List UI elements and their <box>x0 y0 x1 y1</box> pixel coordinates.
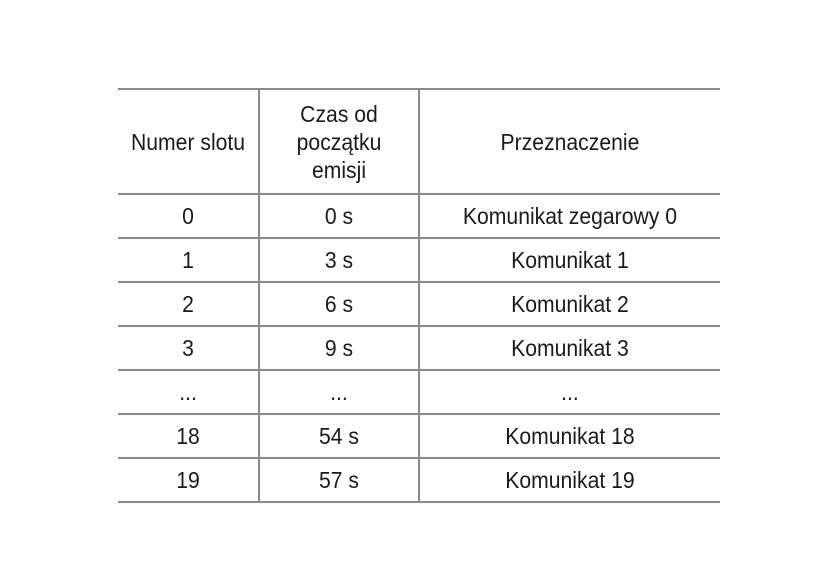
cell-slot-number: ... <box>124 370 254 414</box>
cell-purpose: Komunikat 18 <box>431 414 708 458</box>
cell-slot-number: 0 <box>124 194 254 238</box>
cell-time: 6 s <box>265 282 412 326</box>
table-row <box>118 282 720 326</box>
table-row <box>118 458 720 502</box>
cell-slot-number: 2 <box>124 282 254 326</box>
header-time-line-3: emisji <box>311 156 367 183</box>
header-slot-number <box>124 89 254 194</box>
cell-slot-number: 1 <box>124 238 254 282</box>
cell-purpose: Komunikat 19 <box>431 458 708 502</box>
header-time-line-1: Czas od <box>300 100 378 127</box>
table-row <box>118 238 720 282</box>
slot-table <box>118 88 720 503</box>
table-row <box>118 414 720 458</box>
table-row-ellipsis <box>118 370 720 414</box>
cell-purpose: Komunikat 3 <box>431 326 708 370</box>
header-time-line-2: początku <box>296 128 382 155</box>
header-row <box>118 89 720 194</box>
cell-purpose: Komunikat 2 <box>431 282 708 326</box>
cell-slot-number: 18 <box>124 414 254 458</box>
cell-purpose: ... <box>431 370 708 414</box>
header-slot-number-label: Numer slotu <box>131 128 246 155</box>
slot-table-container <box>118 88 720 503</box>
table-body <box>118 194 720 502</box>
cell-purpose: Komunikat 1 <box>431 238 708 282</box>
cell-time: 57 s <box>265 458 412 502</box>
table-row <box>118 194 720 238</box>
cell-time: 0 s <box>265 194 412 238</box>
cell-slot-number: 3 <box>124 326 254 370</box>
cell-time: 54 s <box>265 414 412 458</box>
cell-purpose: Komunikat zegarowy 0 <box>431 194 708 238</box>
table-row <box>118 326 720 370</box>
cell-time: 3 s <box>265 238 412 282</box>
header-purpose-label: Przeznaczenie <box>500 128 640 155</box>
cell-slot-number: 19 <box>124 458 254 502</box>
cell-time: ... <box>265 370 412 414</box>
header-time-from-start <box>265 89 412 194</box>
cell-time: 9 s <box>265 326 412 370</box>
header-purpose <box>431 89 708 194</box>
table-header <box>118 89 720 194</box>
